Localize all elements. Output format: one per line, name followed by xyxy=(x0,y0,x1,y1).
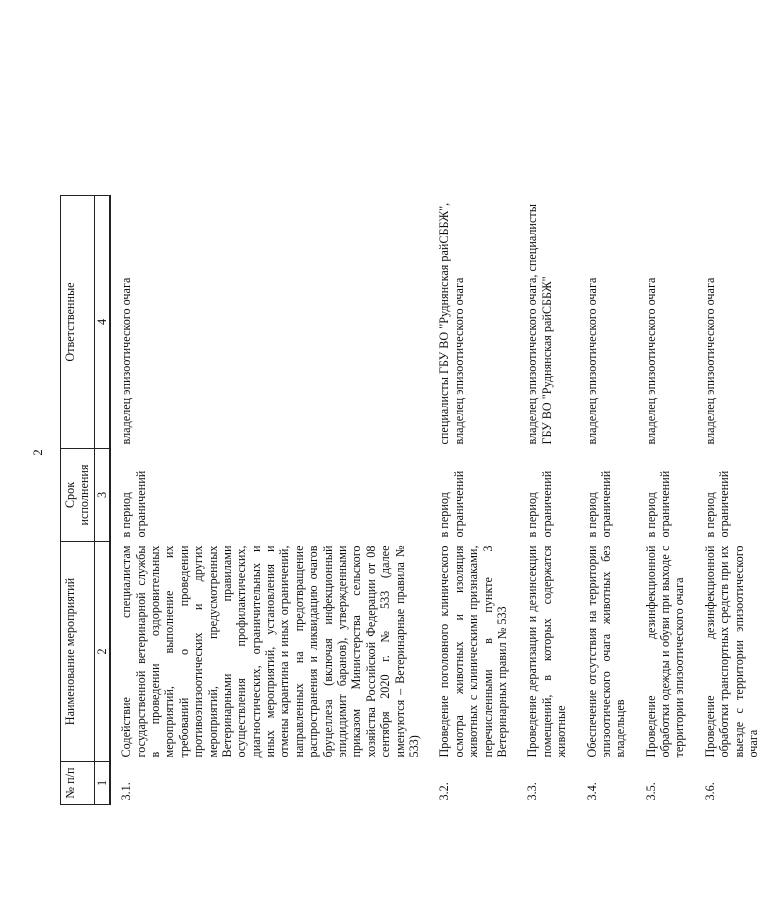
row-term: в период ограничений xyxy=(584,470,613,538)
table-row xyxy=(429,196,517,805)
row-responsible: владелец эпизоотического очага xyxy=(643,277,658,445)
header-responsible: Ответственные xyxy=(61,196,95,449)
table-row xyxy=(517,196,576,805)
column-number-4: 4 xyxy=(94,196,110,449)
page-number: 2 xyxy=(30,449,45,456)
row-responsible: владелец эпизоотического очага xyxy=(584,277,599,445)
table-row xyxy=(110,196,429,805)
row-measure: Обеспечение отсутствия на территории эпизоотического очага животных без владельцев xyxy=(584,545,628,758)
column-number-3: 3 xyxy=(94,449,110,542)
measures-table xyxy=(60,195,768,805)
row-measure: Проведение поголовного клинического осмотра животных и изоляция животных с клиническими признаками, перечисленными в пункте 3 Ветеринарных правил № 533 xyxy=(437,545,509,758)
row-term: в период ограничений xyxy=(702,470,732,538)
column-number-1: 1 xyxy=(94,762,110,805)
row-measure: Проведение дератизации и дезинсекции помещений, в которых содержатся животные xyxy=(525,545,569,758)
column-number-2: 2 xyxy=(94,542,110,762)
row-responsible: владелец эпизоотического очага xyxy=(119,277,134,445)
row-term: в период ограничений xyxy=(525,470,554,538)
row-term: в период ограничений xyxy=(643,470,673,538)
row-number: 3.5. xyxy=(643,782,658,801)
header-name: Наименование мероприятий xyxy=(61,542,95,762)
row-number: 3.6. xyxy=(702,782,717,801)
table-row xyxy=(695,196,768,805)
row-responsible: владелец эпизоотического очага, специалисты ГБУ ВО "Руднянская райСББЖ" xyxy=(525,204,554,445)
table-row xyxy=(636,196,695,805)
row-measure: Содействие специалистам государственной ветеринарной службы в проведении оздоровительных мероприятий, выполнение их требований о проведении противоэпизоотических и других мероприятий, предусмотренных Ветеринарными правилами осуществления профилактических, диагностических, ограничительных и иных мероприятий, установления и отмены карантина и иных ограничений, направленных на предотвращение распространения и ликвидацию очагов бруцеллеза (включая инфекционный эпидидимит баранов), утвержденными приказом Министерства сельского хозяйства Российской Федерации от 08 сентября 2020 г. № 533 (далее именуются – Ветеринарные правила № 533) xyxy=(119,545,421,758)
row-responsible: специалисты ГБУ ВО "Руднянская райСББЖ", владелец эпизоотического очага xyxy=(437,202,466,445)
row-number: 3.1. xyxy=(119,782,134,801)
row-number: 3.3. xyxy=(525,782,540,801)
row-measure: Проведение дезинфекционной обработки одежды и обуви при выходе с территории эпизоотического очага xyxy=(643,545,687,758)
row-number: 3.2. xyxy=(437,782,452,801)
row-measure: Проведение дезинфекционной обработки транспортных средств при их выезде с территории эпизоотического очага xyxy=(702,545,761,758)
row-responsible: владелец эпизоотического очага xyxy=(702,277,717,445)
row-number: 3.4. xyxy=(584,782,599,801)
row-term: в период ограничений xyxy=(437,470,466,538)
header-term: Срок исполнения xyxy=(61,449,95,542)
table-row xyxy=(577,196,636,805)
header-number: № п/п xyxy=(61,762,95,805)
row-term: в период ограничений xyxy=(119,470,148,538)
